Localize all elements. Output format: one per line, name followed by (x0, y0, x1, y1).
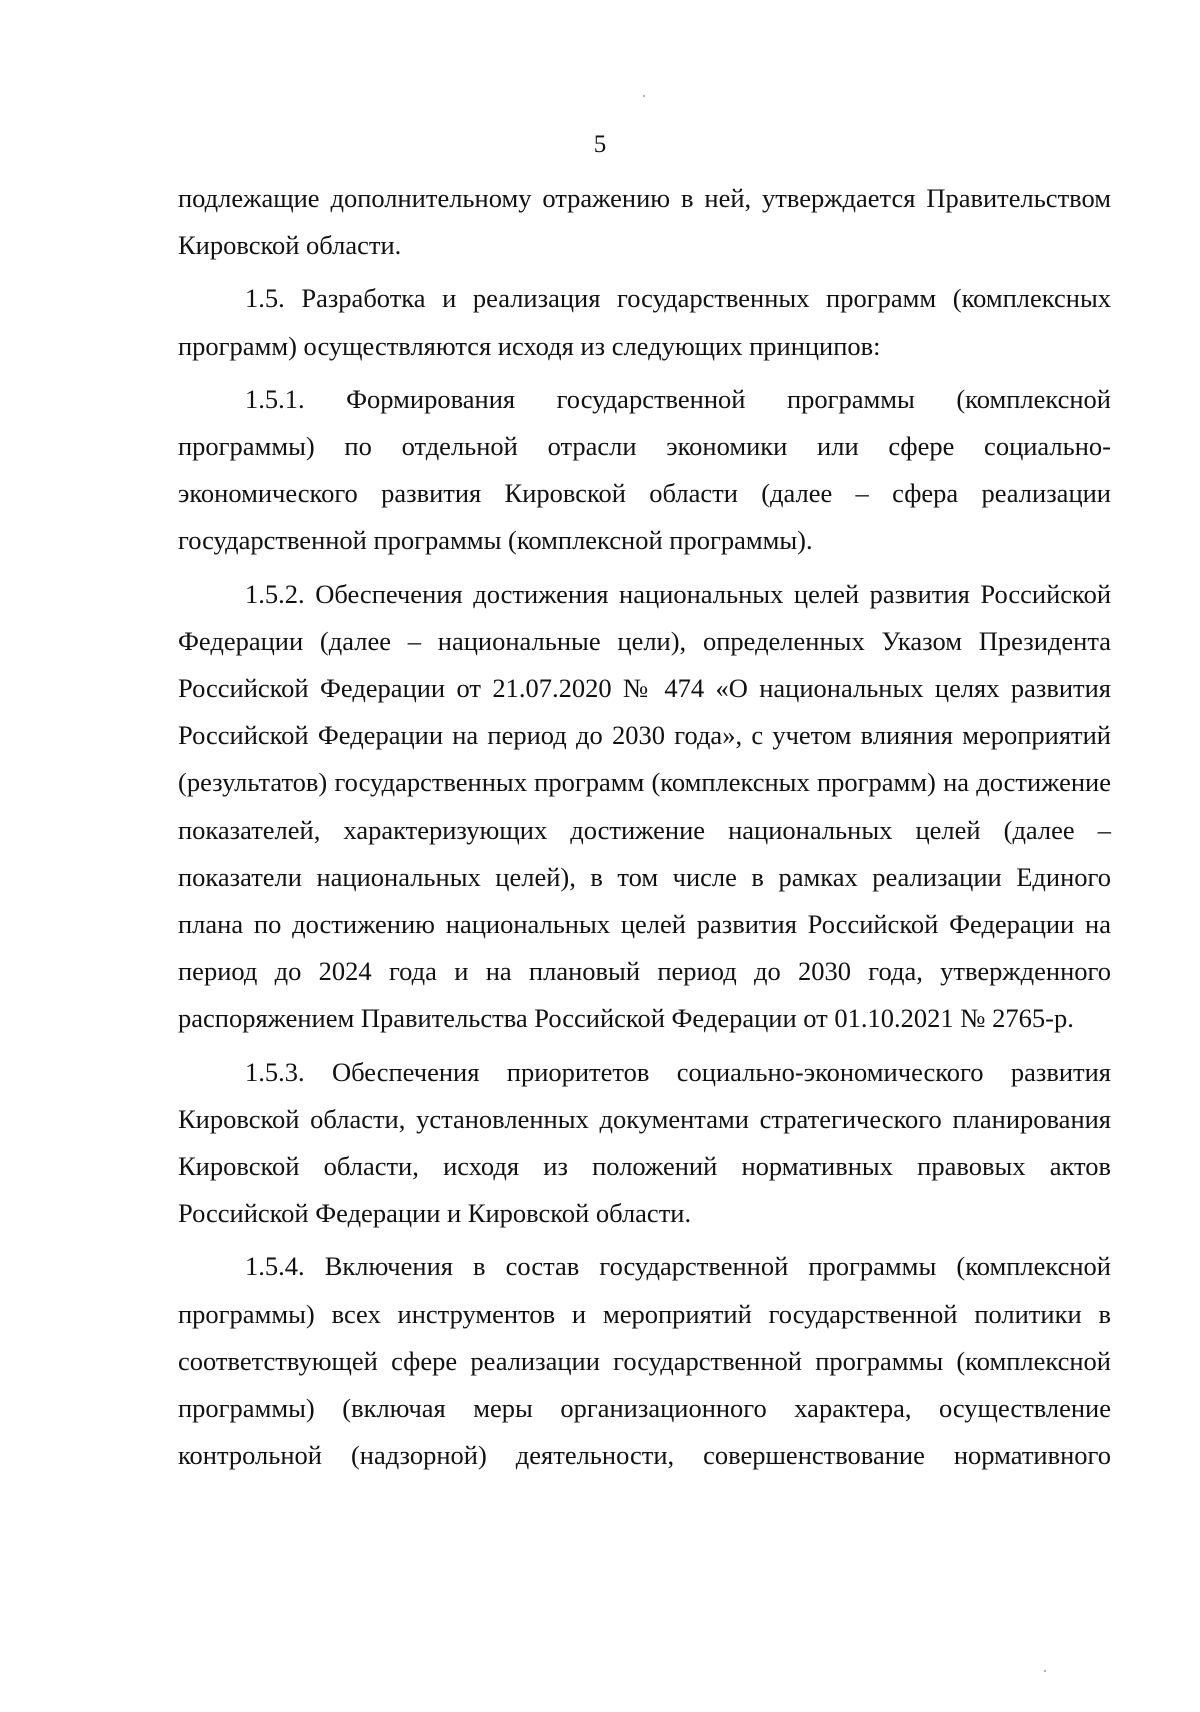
scan-speck (643, 95, 645, 97)
scan-speck (1044, 1670, 1046, 1672)
paragraph-continuation: подлежащие дополнительному отражению в ней, утверждается Правительством Кировской области. (178, 183, 1111, 261)
page-number: 5 (593, 131, 607, 158)
paragraph-1-5: 1.5. Разработка и реализация государственных программ (комплексных программ) осуществляются исходя из следующих принципов: (178, 283, 1111, 361)
paragraph-1-5-2: 1.5.2. Обеспечения достижения национальных целей развития Российской Федерации (далее – национальные цели), определенных Указом Президента Российской Федерации от 21.07.2020 № 474 «О национальных целях развития Российской Федерации на период до 2030 года», с учетом влияния мероприятий (результатов) государственных программ (комплексных программ) на достижение показателей, характеризующих достижение национальных целей (далее – показатели национальных целей), в том числе в рамках реализации Единого плана по достижению национальных целей развития Российской Федерации на период до 2024 года и на плановый период до 2030 года, утвержденного распоряжением Правительства Российской Федерации от 01.10.2021 № 2765-р. (178, 578, 1111, 1034)
paragraph-1-5-4: 1.5.4. Включения в состав государственной программы (комплексной программы) всех инструментов и мероприятий государственной политики в соответствующей сфере реализации государственной программы (комплексной программы) (включая меры организационного характера, осуществление контрольной (надзорной) деятельности, совершенствование нормативного (178, 1251, 1111, 1471)
paragraph-1-5-1: 1.5.1. Формирования государственной программы (комплексной программы) по отдельной отрасли экономики или сфере социально-экономического развития Кировской области (далее – сфера реализации государственной программы (комплексной программы). (178, 383, 1111, 556)
document-body (178, 175, 1111, 1485)
paragraph-1-5-3: 1.5.3. Обеспечения приоритетов социально-экономического развития Кировской области, установленных документами стратегического планирования Кировской области, исходя из положений нормативных правовых актов Российской Федерации и Кировской области. (178, 1056, 1111, 1229)
